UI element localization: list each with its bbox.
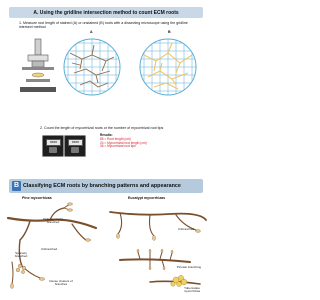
microscope-icon xyxy=(18,37,58,95)
eucalypt-heading: Eucalypt mycorrhizas xyxy=(128,196,166,200)
panel-b-label: B xyxy=(168,30,171,34)
label-unbranched-left: Unbranched xyxy=(40,247,58,251)
section-b-title: Classifying ECM roots by branching patterns and appearance xyxy=(23,183,181,189)
grid-dish-b xyxy=(138,33,198,97)
result-mycorrhizal-tips: 36 = Mycorrhizal root tips xyxy=(100,144,136,149)
result-mycorrhizal-length: 24 = Mycorrhizal root length (cm) xyxy=(100,140,147,145)
section-a-title: A. Using the gridline intersection method to count ECM roots xyxy=(33,10,179,16)
label-dense-clusters: Dense clusters of branches xyxy=(49,279,73,287)
label-dichotomous: Dichotomously branched xyxy=(43,217,63,225)
result-root-length: 85 = Root length (cm) xyxy=(100,136,131,141)
step-2-text: 2. Count the length of mycorrhizal roots or the number of mycorrhizal root tips xyxy=(40,126,164,130)
grid-dish-a xyxy=(62,33,122,97)
results-box xyxy=(100,134,147,149)
label-sparsely: Sparsely branched xyxy=(14,251,28,259)
counter-display: 0000 xyxy=(46,139,61,146)
counter-display: 0000 xyxy=(68,139,83,146)
section-a-banner xyxy=(9,7,203,18)
step-1-text: 1. Measure root length of stained (A) or unstained (B) roots with a dissecting microscope using the gridline intersect method xyxy=(19,21,188,30)
label-tuberculate: Tuberculate mycorrhizas xyxy=(183,286,201,294)
tally-counter-icon xyxy=(64,135,86,157)
root-icon xyxy=(0,200,212,300)
pine-heading: Pine mycorrhizas xyxy=(22,196,52,200)
section-b-badge: B xyxy=(13,182,20,189)
section-b-banner xyxy=(9,179,203,193)
label-pinnate: Pinnate branching xyxy=(176,265,202,269)
panel-a-label: A xyxy=(90,30,93,34)
results-heading: Results: xyxy=(100,133,113,137)
label-unbranched-right: Unbranched xyxy=(177,227,195,231)
tally-counter-icon xyxy=(42,135,64,157)
